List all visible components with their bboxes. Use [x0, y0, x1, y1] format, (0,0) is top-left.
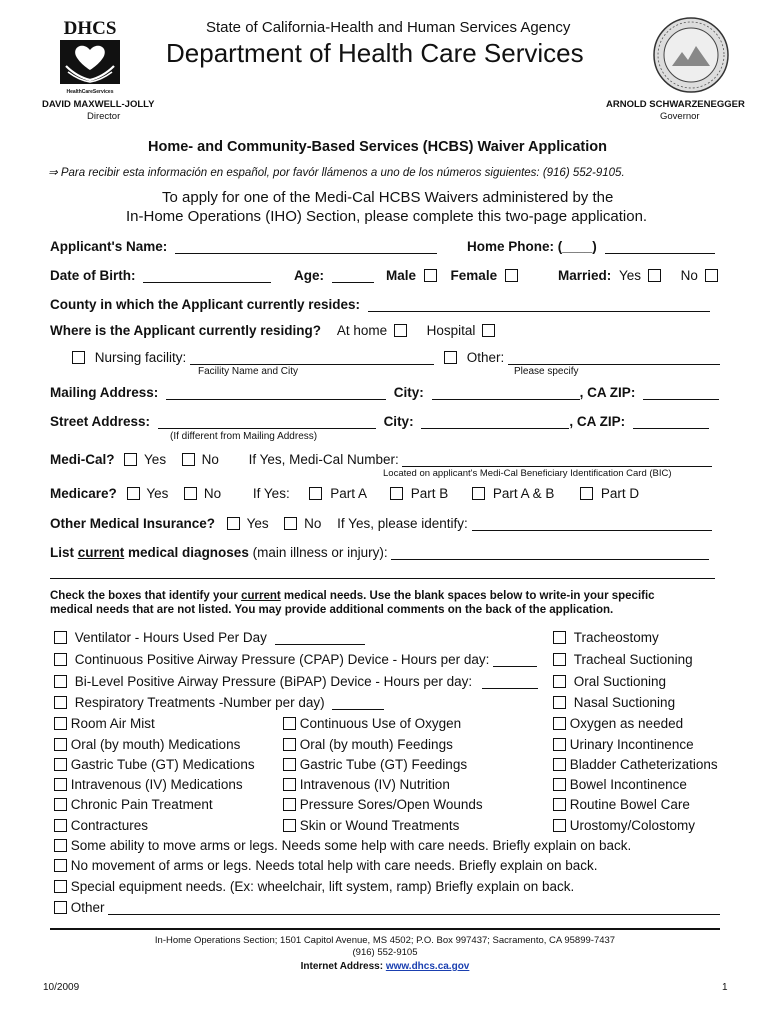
need-checkbox[interactable] — [54, 819, 67, 832]
governor-title: Governor — [660, 111, 700, 122]
cpap-label: Continuous Positive Airway Pressure (CPAP) Device - Hours per day: — [74, 652, 490, 667]
need-checkbox[interactable] — [54, 758, 67, 771]
bic-hint: Located on applicant's Medi-Cal Beneficiary Identification Card (BIC) — [383, 468, 672, 479]
street-zip-label: , CA ZIP: — [569, 414, 626, 429]
need-checkbox[interactable] — [553, 778, 566, 791]
other-insurance-label: Other Medical Insurance? — [50, 516, 216, 531]
need-checkbox[interactable] — [553, 819, 566, 832]
age-label: Age: — [294, 268, 324, 283]
part-a-label: Part A — [330, 486, 367, 501]
part-ab-label: Part A & B — [492, 486, 555, 501]
married-label: Married: — [558, 268, 612, 283]
tracheostomy-checkbox[interactable] — [553, 631, 566, 644]
footer-phone: (916) 552-9105 — [352, 947, 418, 958]
other-insurance-no-checkbox[interactable] — [284, 517, 297, 530]
other-insurance-yes-checkbox[interactable] — [227, 517, 240, 530]
medi-cal-number-field[interactable] — [402, 452, 712, 467]
part-b-checkbox[interactable] — [390, 487, 403, 500]
facility-hint: Facility Name and City — [198, 366, 299, 377]
instructions-1a: Check the boxes that identify your — [50, 590, 242, 602]
nursing-facility-label: Nursing facility: — [94, 350, 187, 365]
cpap-hours-field[interactable] — [493, 652, 537, 667]
revision-date: 10/2009 — [43, 982, 80, 993]
director-title: Director — [87, 111, 121, 122]
other-residence-label: Other: — [466, 350, 505, 365]
need-label: Urinary Incontinence — [569, 737, 694, 752]
medicare-if-yes-label: If Yes: — [252, 486, 290, 501]
instructions-1b: medical needs. Use the blank spaces below to write-in your specific — [280, 590, 655, 602]
agency-name: State of California-Health and Human Services Agency — [206, 19, 571, 36]
need-label: Continuous Use of Oxygen — [299, 716, 462, 731]
need-label: Bowel Incontinence — [569, 777, 687, 792]
dob-field[interactable] — [143, 268, 271, 283]
other-insurance-identify-label: If Yes, please identify: — [337, 516, 468, 531]
married-no-label: No — [680, 268, 698, 283]
instructions-2: medical needs that are not listed. You may provide additional comments on the back of the application. — [50, 604, 614, 616]
special-equipment-checkbox[interactable] — [54, 880, 67, 893]
street-city-field[interactable] — [421, 414, 569, 429]
married-yes-checkbox[interactable] — [648, 269, 661, 282]
need-checkbox[interactable] — [283, 819, 296, 832]
ventilator-label: Ventilator - Hours Used Per Day — [74, 630, 267, 645]
hands-heart-icon — [58, 40, 122, 84]
form-title: Home- and Community-Based Services (HCBS) Waiver Application — [148, 139, 607, 155]
bipap-label: Bi-Level Positive Airway Pressure (BiPAP) Device - Hours per day: — [74, 674, 473, 689]
medicare-yes-checkbox[interactable] — [127, 487, 140, 500]
need-label: Bladder Catheterizations — [569, 757, 718, 772]
county-label: County in which the Applicant currently resides: — [50, 297, 361, 312]
residing-label: Where is the Applicant currently residing? — [50, 323, 322, 338]
tracheal-suctioning-label: Tracheal Suctioning — [573, 652, 693, 667]
oral-suctioning-label: Oral Suctioning — [573, 674, 667, 689]
diagnoses-field-line-2[interactable] — [50, 578, 715, 579]
diagnoses-hint: (main illness or injury): — [248, 545, 388, 560]
male-checkbox[interactable] — [424, 269, 437, 282]
need-checkbox[interactable] — [54, 778, 67, 791]
need-label: Urostomy/Colostomy — [569, 818, 696, 833]
governor-name: ARNOLD SCHWARZENEGGER — [606, 99, 745, 110]
medi-cal-no-label: No — [201, 452, 219, 467]
part-d-checkbox[interactable] — [580, 487, 593, 500]
if-different-hint: (If different from Mailing Address) — [170, 431, 318, 442]
please-specify-hint: Please specify — [514, 366, 579, 377]
part-a-checkbox[interactable] — [309, 487, 322, 500]
medi-cal-label: Medi-Cal? — [50, 452, 115, 467]
need-checkbox[interactable] — [553, 717, 566, 730]
need-label: Contractures — [70, 818, 149, 833]
female-label: Female — [450, 268, 498, 283]
respiratory-label: Respiratory Treatments -Number per day) — [74, 695, 325, 710]
logo-text: DHCS — [63, 18, 117, 39]
other-need-checkbox[interactable] — [54, 901, 67, 914]
need-label: Gastric Tube (GT) Feedings — [299, 757, 468, 772]
home-phone-field[interactable] — [605, 239, 715, 254]
need-label: Chronic Pain Treatment — [70, 797, 213, 812]
ventilator-hours-field[interactable] — [275, 630, 365, 645]
street-address-label: Street Address: — [50, 414, 151, 429]
need-label: Oral (by mouth) Feedings — [299, 737, 453, 752]
other-insurance-no-label: No — [304, 516, 322, 531]
oral-suctioning-checkbox[interactable] — [553, 675, 566, 688]
spanish-note: ⇒ Para recibir esta información en español, por favór llámenos a uno de los números siguientes: (916) 552-9105. — [48, 167, 625, 179]
page-number: 1 — [722, 982, 728, 993]
diagnoses-label-post: medical diagnoses — [124, 545, 249, 560]
intro-line-2: In-Home Operations (IHO) Section, please complete this two-page application. — [126, 208, 648, 225]
at-home-label: At home — [336, 323, 388, 338]
mailing-address-label: Mailing Address: — [50, 385, 159, 400]
nursing-facility-checkbox[interactable] — [72, 351, 85, 364]
street-city-label: City: — [383, 414, 414, 429]
tracheal-suctioning-checkbox[interactable] — [553, 653, 566, 666]
medi-cal-no-checkbox[interactable] — [182, 453, 195, 466]
medicare-label: Medicare? — [50, 486, 117, 501]
other-need-field[interactable] — [108, 900, 720, 915]
medi-cal-yes-label: Yes — [144, 452, 167, 467]
need-label: Routine Bowel Care — [569, 797, 690, 812]
need-checkbox[interactable] — [283, 717, 296, 730]
footer-address: In-Home Operations Section; 1501 Capitol Avenue, MS 4502; P.O. Box 997437; Sacramento, CA 95899-7437 — [154, 935, 616, 946]
other-insurance-yes-label: Yes — [246, 516, 269, 531]
age-field[interactable] — [332, 268, 374, 283]
ventilator-checkbox[interactable] — [54, 631, 67, 644]
street-zip-field[interactable] — [633, 414, 709, 429]
no-movement-label: No movement of arms or legs. Needs total help with care needs. Briefly explain on back. — [70, 858, 598, 873]
cpap-checkbox[interactable] — [54, 653, 67, 666]
part-ab-checkbox[interactable] — [472, 487, 485, 500]
some-ability-label: Some ability to move arms or legs. Needs some help with care needs. Briefly explain on back. — [70, 838, 632, 853]
no-movement-checkbox[interactable] — [54, 859, 67, 872]
diagnoses-label-pre: List — [50, 545, 78, 560]
need-checkbox[interactable] — [553, 758, 566, 771]
need-label: Oral (by mouth) Medications — [70, 737, 241, 752]
applicant-name-field[interactable] — [175, 239, 437, 254]
need-checkbox[interactable] — [553, 738, 566, 751]
california-seal-icon — [652, 16, 730, 94]
tracheostomy-label: Tracheostomy — [573, 630, 659, 645]
bipap-hours-field[interactable] — [482, 674, 538, 689]
medicare-yes-label: Yes — [146, 486, 169, 501]
medicare-no-checkbox[interactable] — [184, 487, 197, 500]
diagnoses-label-current: current — [77, 545, 125, 560]
applicant-name-label: Applicant's Name: — [50, 239, 168, 254]
instructions-current: current — [241, 590, 281, 602]
need-label: Oxygen as needed — [569, 716, 684, 731]
dob-label: Date of Birth: — [50, 268, 136, 283]
medi-cal-number-label: If Yes, Medi-Cal Number: — [248, 452, 399, 467]
male-label: Male — [386, 268, 417, 283]
need-checkbox[interactable] — [54, 798, 67, 811]
need-checkbox[interactable] — [283, 758, 296, 771]
other-need-label: Other — [70, 900, 105, 915]
footer-divider — [50, 928, 720, 930]
nursing-facility-field[interactable] — [190, 350, 434, 365]
internet-label: Internet Address: — [300, 961, 384, 972]
respiratory-number-field[interactable] — [332, 695, 384, 710]
home-phone-label: Home Phone: (____) — [467, 239, 597, 254]
other-insurance-field[interactable] — [472, 516, 712, 531]
mailing-city-label: City: — [393, 385, 424, 400]
female-checkbox[interactable] — [505, 269, 518, 282]
need-label: Room Air Mist — [70, 716, 155, 731]
mailing-city-field[interactable] — [432, 385, 580, 400]
medi-cal-yes-checkbox[interactable] — [124, 453, 137, 466]
mailing-zip-label: , CA ZIP: — [579, 385, 636, 400]
special-equipment-label: Special equipment needs. (Ex: wheelchair, lift system, ramp) Briefly explain on back. — [70, 879, 575, 894]
need-checkbox[interactable] — [283, 738, 296, 751]
hospital-label: Hospital — [426, 323, 476, 338]
other-residence-checkbox[interactable] — [444, 351, 457, 364]
mailing-zip-field[interactable] — [643, 385, 719, 400]
need-checkbox[interactable] — [283, 778, 296, 791]
director-name: DAVID MAXWELL-JOLLY — [42, 99, 155, 110]
other-residence-field[interactable] — [508, 350, 720, 365]
some-ability-checkbox[interactable] — [54, 839, 67, 852]
dhcs-logo — [58, 18, 122, 96]
need-checkbox[interactable] — [54, 738, 67, 751]
need-checkbox[interactable] — [54, 717, 67, 730]
need-label: Intravenous (IV) Medications — [70, 777, 243, 792]
nasal-suctioning-label: Nasal Suctioning — [573, 695, 676, 710]
logo-subtext: HealthCareServices — [66, 89, 114, 95]
bipap-checkbox[interactable] — [54, 675, 67, 688]
part-b-label: Part B — [410, 486, 449, 501]
hospital-checkbox[interactable] — [482, 324, 495, 337]
married-yes-label: Yes — [619, 268, 642, 283]
county-field[interactable] — [368, 297, 710, 312]
married-no-checkbox[interactable] — [705, 269, 718, 282]
at-home-checkbox[interactable] — [394, 324, 407, 337]
medicare-no-label: No — [203, 486, 222, 501]
need-checkbox[interactable] — [553, 798, 566, 811]
respiratory-checkbox[interactable] — [54, 696, 67, 709]
diagnoses-field[interactable] — [391, 545, 709, 560]
street-address-field[interactable] — [158, 414, 376, 429]
need-label: Pressure Sores/Open Wounds — [299, 797, 483, 812]
need-label: Skin or Wound Treatments — [299, 818, 460, 833]
department-name: Department of Health Care Services — [166, 38, 584, 68]
intro-line-1: To apply for one of the Medi-Cal HCBS Waivers administered by the — [162, 189, 614, 206]
need-label: Gastric Tube (GT) Medications — [70, 757, 255, 772]
part-d-label: Part D — [600, 486, 640, 501]
internet-link[interactable]: www.dhcs.ca.gov — [385, 961, 470, 972]
need-label: Intravenous (IV) Nutrition — [299, 777, 450, 792]
need-checkbox[interactable] — [283, 798, 296, 811]
mailing-address-field[interactable] — [166, 385, 386, 400]
nasal-suctioning-checkbox[interactable] — [553, 696, 566, 709]
